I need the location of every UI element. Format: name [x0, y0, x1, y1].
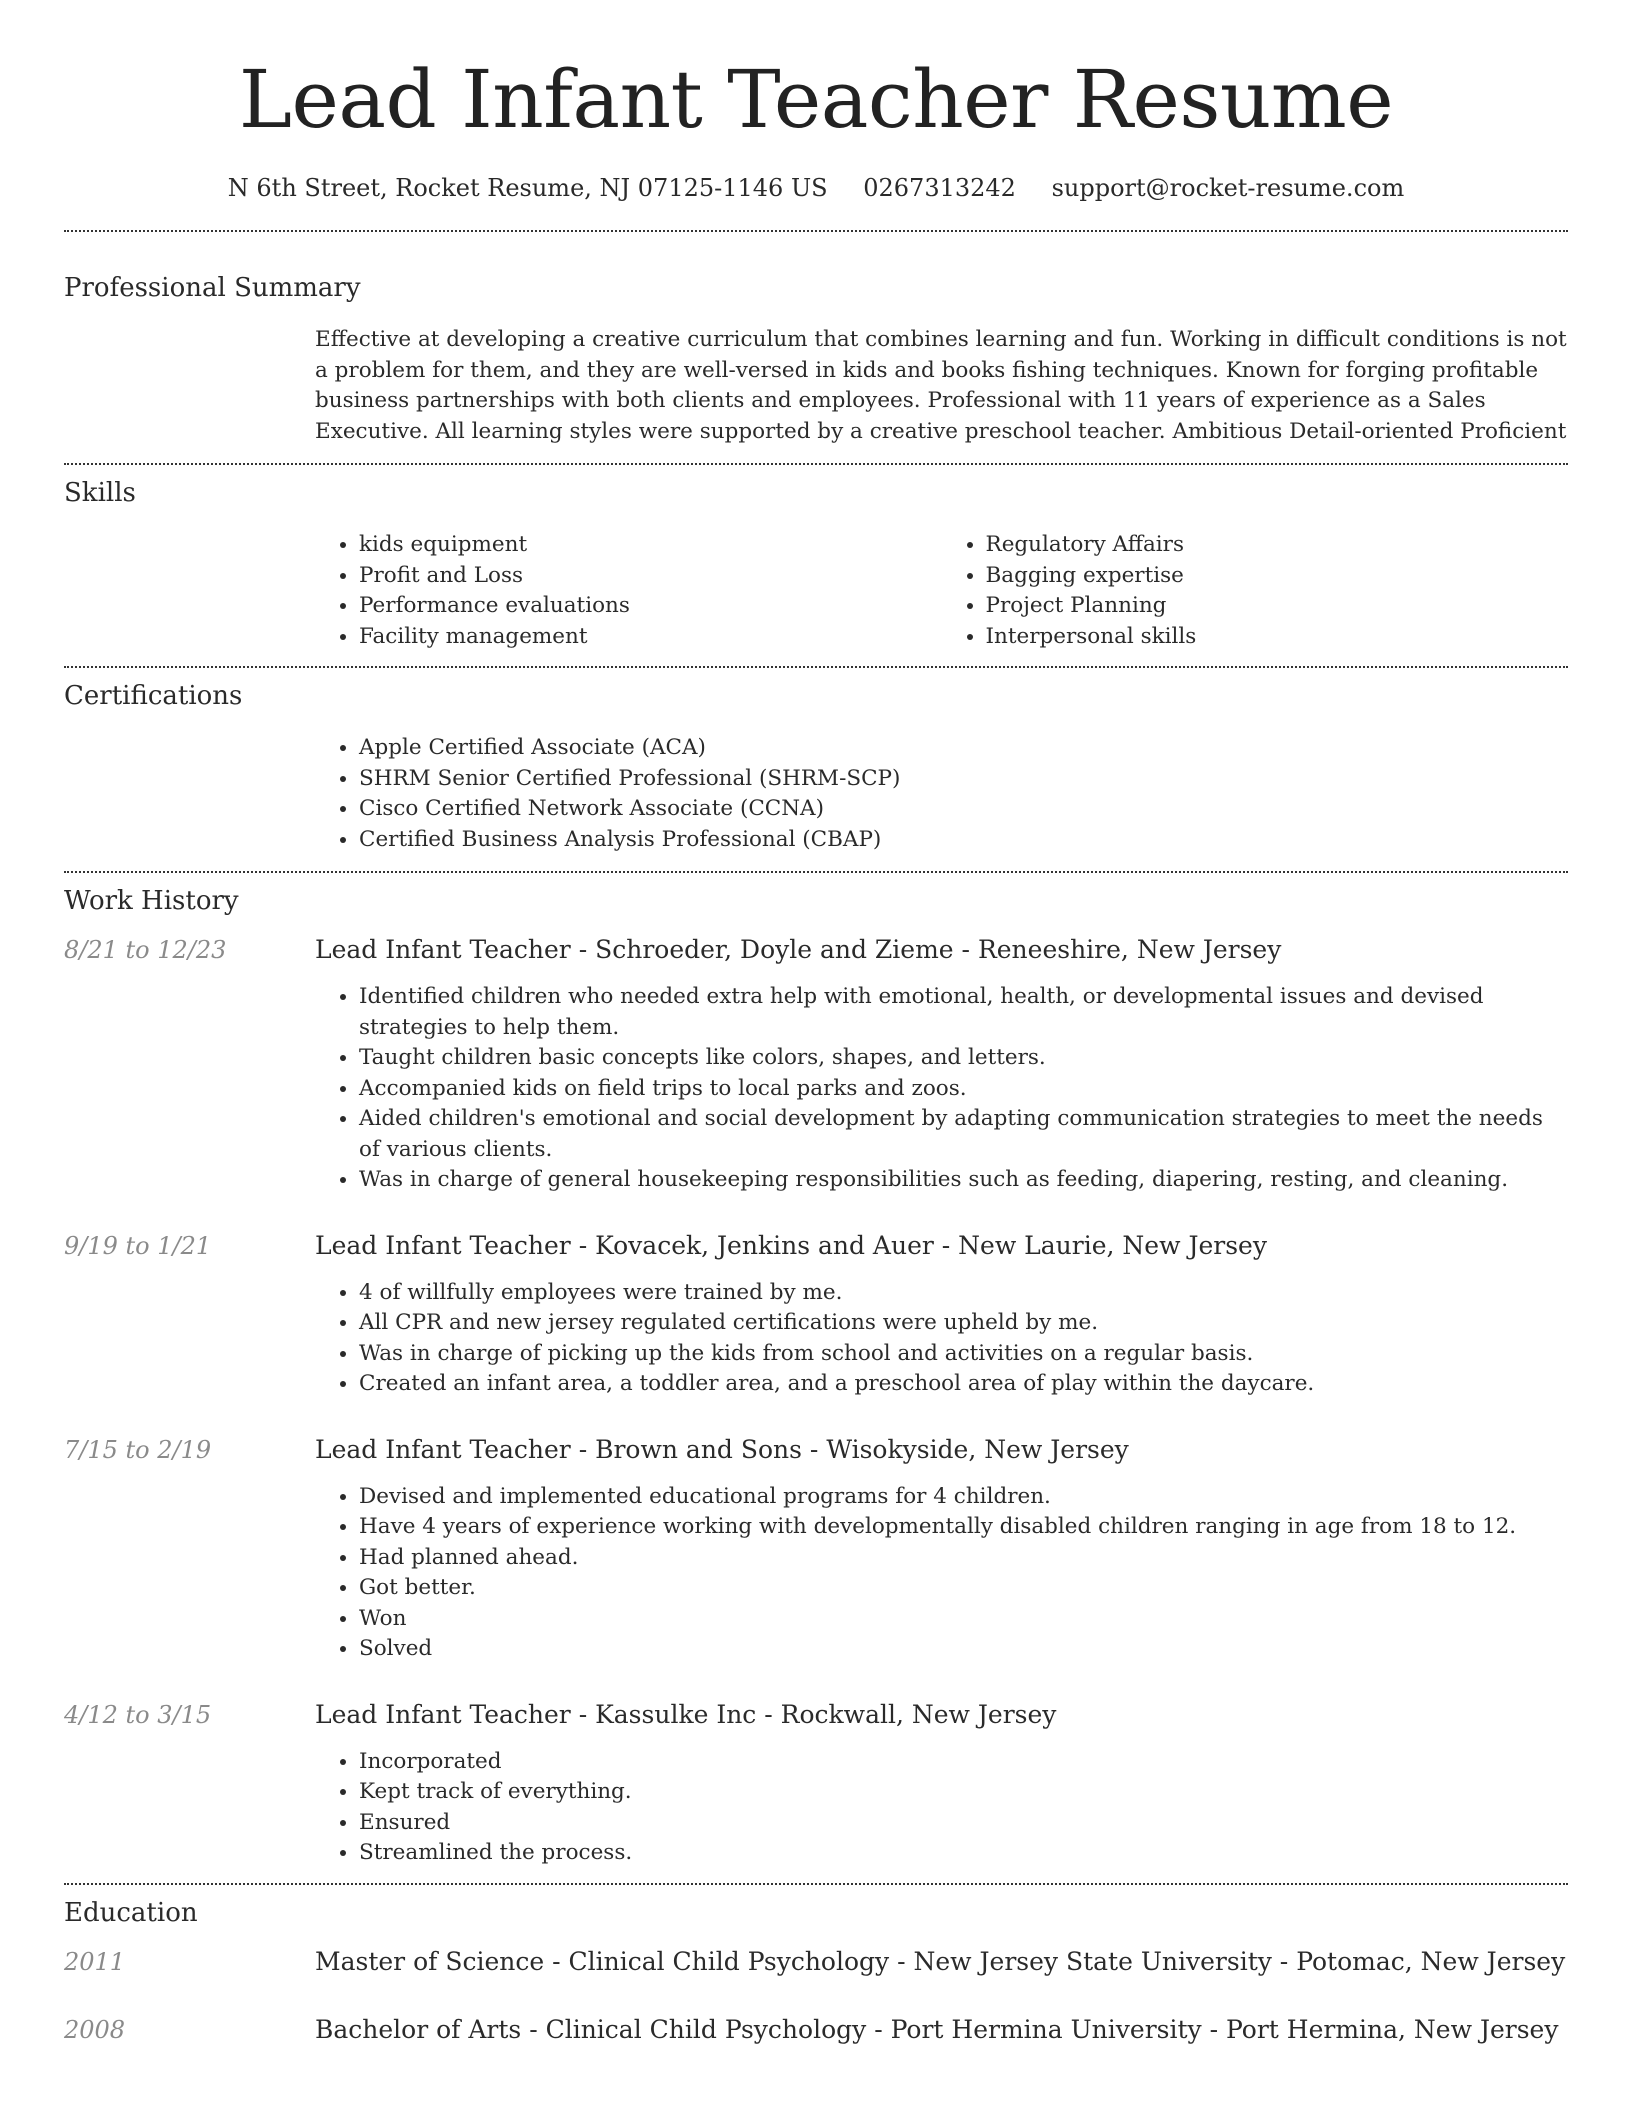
list-item: • SHRM Senior Certified Professional (SHRM-SCP)	[359, 764, 1568, 795]
section-education	[64, 1885, 1568, 2046]
job-heading: Lead Infant Teacher - Kovacek, Jenkins and Auer - New Laurie, New Jersey	[315, 1230, 1267, 1260]
job-heading: Lead Infant Teacher - Brown and Sons - Wisokyside, New Jersey	[315, 1434, 1129, 1464]
contact-email: support@rocket-resume.com	[1051, 174, 1405, 202]
job-dates: 9/19 to 1/21	[64, 1231, 212, 1260]
job-entry	[64, 934, 1568, 1196]
list-item: • Accompanied kids on field trips to local parks and zoos.	[359, 1074, 1568, 1105]
list-item: • Regulatory Affairs	[986, 530, 1569, 561]
job-bullets	[315, 1747, 1568, 1869]
list-item: • 4 of willfully employees were trained by me.	[359, 1278, 1568, 1309]
section-title-summary: Professional Summary	[64, 273, 361, 303]
certifications-list	[315, 733, 1568, 855]
list-item: • Got better.	[359, 1573, 1568, 1604]
list-item: • Kept track of everything.	[359, 1777, 1568, 1808]
education-heading: Master of Science - Clinical Child Psychology - New Jersey State University - Potomac, New Jersey	[315, 1946, 1566, 1976]
list-item: • Apple Certified Associate (ACA)	[359, 733, 1568, 764]
section-work-history	[64, 873, 1568, 1869]
section-summary	[64, 232, 1568, 447]
section-title-education: Education	[64, 1897, 198, 1928]
section-skills	[64, 465, 1568, 652]
skills-list-left	[315, 530, 942, 652]
list-item: • Was in charge of picking up the kids from school and activities on a regular basis.	[359, 1339, 1568, 1370]
list-item: • Project Planning	[986, 591, 1569, 622]
list-item: • Profit and Loss	[359, 561, 942, 592]
list-item: • Won	[359, 1604, 1568, 1635]
list-item: • Certified Business Analysis Professional (CBAP)	[359, 825, 1568, 856]
job-entry	[64, 1699, 1568, 1869]
education-entry	[64, 2014, 1568, 2046]
list-item: • Ensured	[359, 1808, 1568, 1839]
list-item: • Interpersonal skills	[986, 622, 1569, 653]
list-item: • Streamlined the process.	[359, 1838, 1568, 1869]
list-item: • kids equipment	[359, 530, 942, 561]
job-dates: 4/12 to 3/15	[64, 1700, 212, 1729]
contact-address: N 6th Street, Rocket Resume, NJ 07125-1146 US	[227, 174, 828, 202]
contact-phone: 0267313242	[863, 174, 1016, 202]
list-item: • Taught children basic concepts like colors, shapes, and letters.	[359, 1043, 1568, 1074]
job-bullets	[315, 1482, 1568, 1665]
job-heading: Lead Infant Teacher - Schroeder, Doyle and Zieme - Reneeshire, New Jersey	[315, 935, 1282, 964]
summary-text: Effective at developing a creative curriculum that combines learning and fun. Working in difficult conditions is not a problem for them, and they are well-versed in kids and books fishing techniques. Known for forging profitable business partnerships with both clients and employees. Professional with 11 years of experience as a Sales Executive. All learning styles were supported by a creative preschool teacher. Ambitious Detail-oriented Proficient	[315, 327, 1567, 444]
list-item: • Aided children's emotional and social development by adapting communication strategies to meet the needs of various clients.	[359, 1104, 1568, 1165]
job-bullets	[315, 1278, 1568, 1400]
list-item: • Devised and implemented educational programs for 4 children.	[359, 1482, 1568, 1513]
job-entry	[64, 1230, 1568, 1400]
section-title-skills: Skills	[64, 478, 136, 508]
summary-content	[315, 325, 1568, 447]
list-item: • Had planned ahead.	[359, 1543, 1568, 1574]
list-item: • Identified children who needed extra help with emotional, health, or developmental issues and devised strategies to help them.	[359, 982, 1568, 1043]
section-title-certifications: Certifications	[64, 681, 243, 711]
list-item: • Facility management	[359, 622, 942, 653]
education-entry	[64, 1946, 1568, 1978]
list-item: • Was in charge of general housekeeping responsibilities such as feeding, diapering, resting, and cleaning.	[359, 1165, 1568, 1196]
resume-title: Lead Infant Teacher Resume	[238, 53, 1394, 146]
section-title-work: Work History	[64, 886, 239, 916]
certifications-content	[315, 733, 1568, 855]
list-item: • Performance evaluations	[359, 591, 942, 622]
education-heading: Bachelor of Arts - Clinical Child Psychology - Port Hermina University - Port Hermina, New Jersey	[315, 2014, 1559, 2044]
section-certifications	[64, 668, 1568, 855]
job-dates: 8/21 to 12/23	[64, 936, 227, 964]
education-year: 2011	[64, 1947, 126, 1976]
list-item: • Have 4 years of experience working with developmentally disabled children ranging in age from 18 to 12.	[359, 1512, 1568, 1543]
list-item: • Created an infant area, a toddler area, and a preschool area of play within the daycare.	[359, 1369, 1568, 1400]
job-dates: 7/15 to 2/19	[64, 1435, 212, 1464]
job-entry	[64, 1434, 1568, 1665]
job-heading: Lead Infant Teacher - Kassulke Inc - Rockwall, New Jersey	[315, 1699, 1057, 1729]
skills-list-right	[942, 530, 1569, 652]
contact-line	[64, 172, 1568, 204]
education-year: 2008	[64, 2015, 126, 2044]
list-item: • Cisco Certified Network Associate (CCNA)	[359, 794, 1568, 825]
list-item: • Bagging expertise	[986, 561, 1569, 592]
job-bullets	[315, 982, 1568, 1196]
list-item: • All CPR and new jersey regulated certifications were upheld by me.	[359, 1308, 1568, 1339]
skills-grid	[315, 530, 1568, 652]
list-item: • Incorporated	[359, 1747, 1568, 1778]
list-item: • Solved	[359, 1634, 1568, 1665]
